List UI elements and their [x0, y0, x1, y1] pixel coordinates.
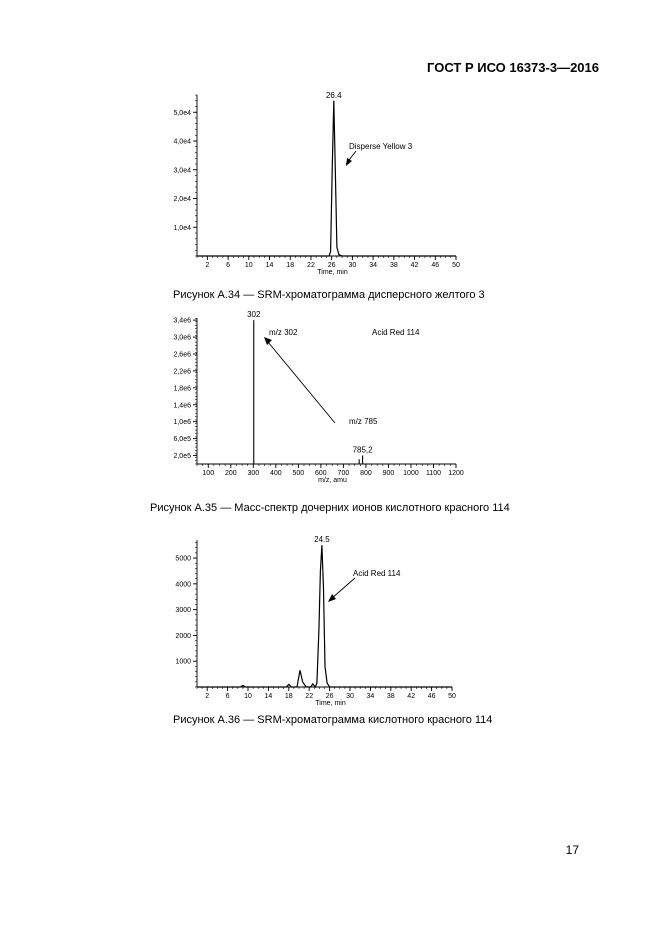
- y-tick-label: 3,4e6: [173, 317, 191, 325]
- x-tick-label: 900: [382, 470, 395, 477]
- y-tick-label: 1,0e4: [173, 224, 191, 232]
- chart-2-y-ticks: [173, 318, 197, 464]
- x-tick-label: 50: [452, 262, 460, 269]
- x-tick-label: 200: [224, 470, 237, 477]
- x-tick-label: 22: [305, 693, 314, 700]
- x-tick-label: 34: [366, 693, 375, 700]
- y-tick-label: 3000: [175, 607, 191, 615]
- x-tick-label: 50: [448, 693, 456, 700]
- figure-caption-a35: Рисунок А.35 — Масс-спектр дочерних ионов кислотного красного 114: [150, 502, 510, 514]
- chart-2-axes: [197, 318, 456, 464]
- x-tick-label: 2: [205, 693, 210, 700]
- y-tick-label: 1,0e6: [173, 419, 191, 427]
- document-header: ГОСТ Р ИСО 16373-3—2016: [427, 60, 599, 75]
- x-tick-label: 14: [265, 262, 274, 269]
- x-tick-label: 300: [247, 470, 260, 477]
- y-tick-label: 4,0e4: [173, 138, 191, 146]
- y-tick-label: 1,4e6: [173, 402, 191, 410]
- x-tick-label: 38: [389, 262, 398, 269]
- chart-1-annotation: Disperse Yellow 3: [349, 142, 413, 151]
- x-tick-label: 1000: [403, 470, 419, 477]
- x-tick-label: 26: [327, 262, 336, 269]
- y-tick-label: 1,8e6: [173, 385, 191, 393]
- x-tick-label: 46: [431, 262, 440, 269]
- x-tick-label: 700: [337, 470, 350, 477]
- chart-2-peak-label-785: 785,2: [352, 445, 373, 455]
- chart-2-annotation-mz785: m/z 785: [349, 417, 378, 426]
- y-tick-label: 6,0e5: [173, 436, 191, 444]
- chart-1: [173, 91, 460, 276]
- x-tick-label: 2: [205, 262, 210, 269]
- x-tick-label: 600: [315, 470, 327, 477]
- chart-3-peak-label: 24.5: [314, 535, 330, 545]
- x-tick-label: 500: [292, 470, 305, 477]
- y-tick-label: 2,6e6: [173, 351, 191, 359]
- chart-2-x-axis-label: m/z, amu: [318, 477, 347, 484]
- y-tick-label: 3,0e4: [173, 167, 191, 175]
- x-tick-label: 30: [346, 693, 354, 700]
- chart-2: [173, 310, 463, 484]
- chart-1-x-axis-label: Time, min: [317, 269, 348, 276]
- y-tick-label: 1000: [175, 658, 191, 666]
- chart-3-x-axis-label: Time, min: [315, 700, 346, 707]
- chart-1-series-line: [197, 101, 456, 256]
- chart-1-x-ticks: [197, 256, 460, 269]
- page-number: 17: [565, 843, 579, 857]
- chart-3-series-line: [197, 545, 452, 687]
- x-tick-label: 10: [244, 262, 253, 269]
- figure-caption-a34: Рисунок А.34 — SRM-хроматограмма дисперсного желтого 3: [173, 289, 485, 301]
- chart-1-peak-label: 26.4: [325, 90, 342, 100]
- chart-3: [175, 535, 456, 707]
- y-tick-label: 2,0e4: [173, 196, 191, 203]
- chart-3-annotation: Acid Red 114: [353, 569, 401, 578]
- y-tick-label: 2,0e5: [173, 453, 191, 461]
- x-tick-label: 38: [386, 693, 395, 700]
- y-tick-label: 5,0e4: [173, 109, 191, 117]
- x-tick-label: 100: [202, 470, 215, 477]
- y-tick-label: 3,0e6: [173, 334, 191, 342]
- x-tick-label: 6: [225, 693, 230, 700]
- x-tick-label: 1100: [425, 470, 442, 477]
- x-tick-label: 800: [360, 470, 372, 477]
- chart-1-arrow: [346, 151, 356, 166]
- x-tick-label: 34: [369, 262, 378, 269]
- y-tick-label: 5000: [175, 555, 191, 563]
- chart-2-arrow: [264, 337, 335, 423]
- x-tick-label: 400: [269, 470, 282, 477]
- x-tick-label: 26: [325, 693, 334, 700]
- x-tick-label: 14: [264, 693, 273, 700]
- x-tick-label: 42: [407, 693, 416, 700]
- chart-2-peak-label-302: 302: [247, 310, 261, 320]
- x-tick-label: 18: [284, 693, 293, 700]
- y-tick-label: 4000: [175, 581, 191, 589]
- figure-caption-a36: Рисунок А.36 — SRM-хроматограмма кислотного красного 114: [173, 714, 493, 726]
- x-tick-label: 10: [244, 693, 252, 700]
- chart-1-axes: [197, 95, 456, 256]
- chart-3-arrow: [328, 578, 355, 602]
- x-tick-label: 1200: [448, 470, 464, 477]
- x-tick-label: 6: [226, 262, 231, 269]
- x-tick-label: 42: [410, 262, 419, 269]
- chart-2-annotation-mz302: m/z 302: [269, 328, 298, 337]
- y-tick-label: 2000: [175, 632, 191, 640]
- chart-2-x-ticks: [197, 464, 464, 477]
- x-tick-label: 22: [307, 262, 315, 269]
- x-tick-label: 30: [348, 262, 357, 269]
- chart-1-y-ticks: [173, 95, 197, 256]
- x-tick-label: 18: [286, 262, 295, 269]
- chart-3-x-ticks: [197, 687, 456, 700]
- x-tick-label: 46: [427, 693, 436, 700]
- chart-3-y-ticks: [175, 543, 197, 687]
- chart-2-annotation-compound: Acid Red 114: [372, 328, 420, 337]
- y-tick-label: 2,2e6: [173, 368, 191, 376]
